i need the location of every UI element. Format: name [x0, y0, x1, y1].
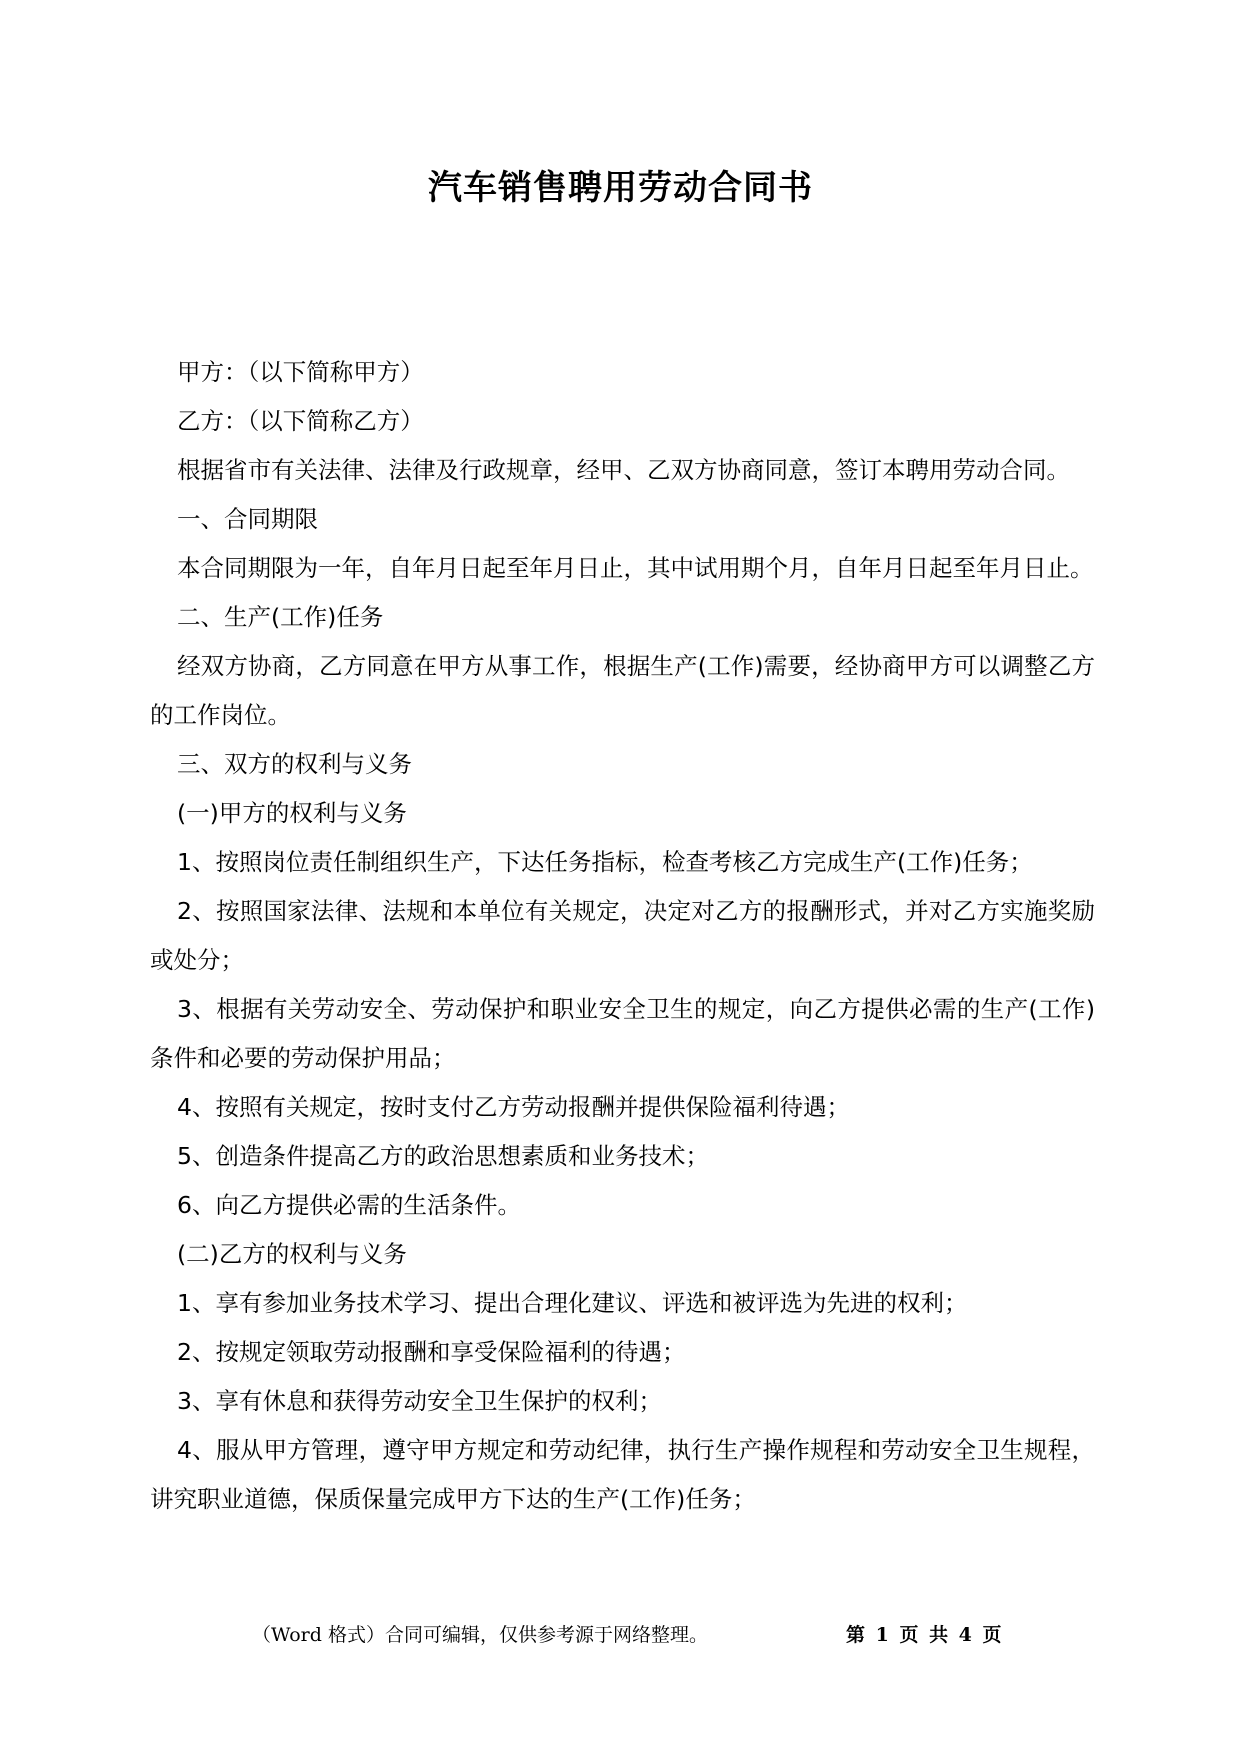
page-indicator: 第 1 页 共 4 页: [846, 1624, 1004, 1646]
list-item: 4、按照有关规定，按时支付乙方劳动报酬并提供保险福利待遇；: [177, 1093, 850, 1121]
section-heading-tasks: 二、生产(工作)任务: [177, 603, 384, 631]
list-item: 3、根据有关劳动安全、劳动保护和职业安全卫生的规定，向乙方提供必需的生产(工作)条件和必要的劳动保护用品；: [150, 995, 1095, 1072]
document-title: 汽车销售聘用劳动合同书: [428, 168, 813, 208]
list-item: 5、创造条件提高乙方的政治思想素质和业务技术；: [177, 1142, 709, 1170]
list-item: 1、按照岗位责任制组织生产，下达任务指标，检查考核乙方完成生产(工作)任务；: [177, 848, 1033, 876]
paragraph-party-b: 乙方：（以下简称乙方）: [177, 407, 424, 435]
list-item: 6、向乙方提供必需的生活条件。: [177, 1191, 521, 1219]
subsection-heading-party-b: (二)乙方的权利与义务: [177, 1240, 407, 1268]
list-item: 4、服从甲方管理，遵守甲方规定和劳动纪律，执行生产操作规程和劳动安全卫生规程，讲究职业道德，保质保量完成甲方下达的生产(工作)任务；: [150, 1436, 1095, 1513]
subsection-heading-party-a: (一)甲方的权利与义务: [177, 799, 407, 827]
paragraph-term: 本合同期限为一年，自年月日起至年月日止，其中试用期个月，自年月日起至年月日止。: [177, 554, 1094, 582]
section-heading-term: 一、合同期限: [177, 505, 318, 533]
list-item: 2、按照国家法律、法规和本单位有关规定，决定对乙方的报酬形式，并对乙方实施奖励或处分；: [150, 897, 1095, 974]
paragraph-tasks: 经双方协商，乙方同意在甲方从事工作，根据生产(工作)需要，经协商甲方可以调整乙方的工作岗位。: [150, 652, 1095, 729]
list-item: 1、享有参加业务技术学习、提出合理化建议、评选和被评选为先进的权利；: [177, 1289, 968, 1317]
list-item: 2、按规定领取劳动报酬和享受保险福利的待遇；: [177, 1338, 686, 1366]
paragraph-preamble: 根据省市有关法律、法律及行政规章，经甲、乙双方协商同意，签订本聘用劳动合同。: [177, 456, 1070, 484]
list-item: 3、享有休息和获得劳动安全卫生保护的权利；: [177, 1387, 662, 1415]
document-body: [150, 348, 1095, 1524]
paragraph-party-a: 甲方：（以下简称甲方）: [177, 358, 424, 386]
section-heading-rights: 三、双方的权利与义务: [177, 750, 412, 778]
footer-note: （Word 格式）合同可编辑，仅供参考源于网络整理。: [252, 1624, 708, 1646]
